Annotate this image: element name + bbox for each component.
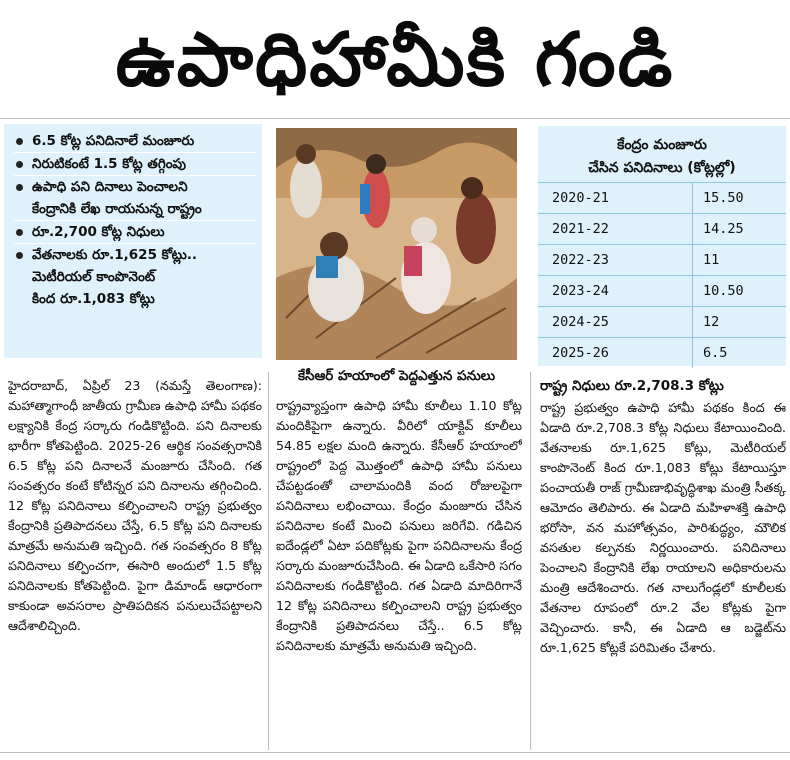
bullet-icon <box>16 161 23 168</box>
highlight-item <box>14 176 256 221</box>
article-column-3-text: రాష్ట్ర ప్రభుత్వం ఉపాధి హామీ పథకం కింద ఈ ఏడాది రూ.2,708.3 కోట్ల నిధులు కేటాయించింది. వేతనాలకు రూ.1,625 కోట్లు, మెటీరియల్ కాంపొనెంట్ కింద రూ.1,083 కోట్లు కేటాయిస్తూ పంచాయతీ రాజ్ గ్రామీణాభివృద్ధిశాఖ మంత్రి సీతక్క ఆమోదం తెలిపారు. ఈ ఏడాది మహిళాశక్తి ఉపాధి భరోసా, వన మహోత్సవం, పారిశుద్ధ్యం, మౌలిక వసతుల కల్పనకు నిర్ణయించారు. పనిదినాలు పెంచాలని కేంద్రానికి లేఖ రాయాలని అధికారులను మంత్రి ఆదేశించారు. గత నాలుగేండ్లలో కూలీలకు వేతనాల రూపంలో రూ.2 వేల కోట్లకు పైగా వెచ్చించారు. కానీ, ఈ ఏడాది ఆ బడ్జెట్‌ను రూ.1,625 కోట్లకే పరిమితం చేశారు. <box>540 400 786 655</box>
year-cell: 2025-26 <box>552 345 609 361</box>
table-row <box>538 307 786 338</box>
workdays-table <box>538 126 786 366</box>
value-cell: 10.50 <box>692 276 786 306</box>
article-column-2: రాష్ట్రవ్యాప్తంగా ఉపాధి హామీ కూలీలు 1.10 కోట్ల మందికిపైగా ఉన్నారు. వీరిలో యాక్టివ్ కూలీలు 54.85 లక్షల మంది ఉన్నారు. కేసీఆర్ హయాంలో రాష్ట్రంలో పెద్ద మొత్తంలో ఉపాధి హామీ పనులు చేపట్టడంతో చాలామందికి వంద రోజులపైగా పనిదినాలు లభించాయి. కేంద్రం మంజూరు చేసిన పనిదినాల కంటే మించి పనులు జరిగేవి. గడిచిన ఐదేండ్లలో ఏటా పదికోట్లకు పైగా పనిదినాలను కేంద్ర సర్కారు మంజూరుచేసింది. ఈ ఏడాది ఒకేసారి సగం పనిదినాలకు గండికొట్టింది. గత ఏడాది మాదిరిగానే 12 కోట్ల పనిదినాలు కల్పించాలని రాష్ట్ర ప్రభుత్వం కేంద్రానికి ప్రతిపాదనలు చేస్తే.. 6.5 కోట్ల పనిదినాలకు మాత్రమే అనుమతి ఇచ్చింది. <box>276 398 522 653</box>
table-row <box>538 338 786 368</box>
highlight-item <box>14 153 256 176</box>
table-title-line2: చేసిన పనిదినాలు (కోట్లల్లో) <box>538 156 786 183</box>
highlight-item <box>14 244 256 310</box>
value-cell: 6.5 <box>692 338 786 368</box>
article-column-3 <box>540 376 786 746</box>
bullet-icon <box>16 252 23 259</box>
value-cell: 14.25 <box>692 214 786 244</box>
highlight-text: మెటీరియల్ కాంపొనెంట్ <box>32 269 156 285</box>
value-cell: 11 <box>692 245 786 275</box>
highlights-box <box>4 124 262 358</box>
highlight-text: ఉపాధి పని దినాలు పెంచాలని <box>32 179 188 195</box>
column-divider <box>530 372 531 750</box>
year-cell: 2024-25 <box>552 314 609 330</box>
table-row <box>538 245 786 276</box>
highlight-text: రూ.2,700 కోట్ల నిధులు <box>32 224 165 240</box>
photo-caption: కేసీఆర్ హయాంలో పెద్దఎత్తున పనులు <box>298 368 495 384</box>
value-cell: 12 <box>692 307 786 337</box>
column-subheading: రాష్ట్ర నిధులు రూ.2,708.3 కోట్లు <box>540 378 724 394</box>
highlight-item <box>14 130 256 153</box>
table-title-line1: కేంద్రం మంజూరు <box>617 137 707 153</box>
bullet-icon <box>16 184 23 191</box>
headline: ఉపాధిహామీకి గండి <box>115 17 675 103</box>
table-row <box>538 276 786 307</box>
highlight-item <box>14 221 256 244</box>
highlight-text: వేతనాలకు రూ.1,625 కోట్లు.. <box>32 247 198 263</box>
highlight-text: కేంద్రానికి లేఖ రాయనున్న రాష్ట్రం <box>32 201 202 217</box>
year-cell: 2022-23 <box>552 252 609 268</box>
highlight-text: 6.5 కోట్ల పనిదినాలే మంజూరు <box>32 133 195 149</box>
table-row <box>538 183 786 214</box>
highlight-text: నిరుటికంటే 1.5 కోట్ల తగ్గింపు <box>32 156 187 172</box>
value-cell: 15.50 <box>692 183 786 213</box>
bullet-icon <box>16 138 23 145</box>
news-photo <box>276 128 517 360</box>
column-divider <box>268 372 269 750</box>
year-cell: 2021-22 <box>552 221 609 237</box>
bullet-icon <box>16 229 23 236</box>
divider <box>0 752 790 753</box>
table-row <box>538 214 786 245</box>
highlight-text: కింద రూ.1,083 కోట్లు <box>32 291 155 307</box>
article-column-1: హైదరాబాద్, ఏప్రిల్ 23 (నమస్తే తెలంగాణ): మహాత్మాగాంధీ జాతీయ గ్రామీణ ఉపాధి హామీ పథకం లక్ష్యానికి కేంద్ర సర్కారు గండికొట్టింది. పని దినాలకు భారీగా కోతపెట్టింది. 2025-26 ఆర్థిక సంవత్సరానికి 6.5 కోట్ల పని దినాలనే మంజూరు చేసింది. గత సంవత్సరం కంటే కోటిన్నర పని దినాలను తగ్గించింది. 12 కోట్ల పనిదినాలు కల్పించాలని రాష్ట్ర ప్రభుత్వం కేంద్రానికి ప్రతిపాదనలు చేస్తే, 6.5 కోట్ల పని దినాలకు మాత్రమే అనుమతి ఇచ్చింది. గత సంవత్సరం 8 కోట్ల పనిదినాలు కల్పించగా, ఈసారి అందులో 1.5 కోట్ల పనిదినాలకు కోతపెట్టింది. పైగా డిమాండ్ ఆధారంగా కాకుండా అవసరాల ప్రాతిపదికన పనులుచేపట్టాలని ఆదేశాలిచ్చింది. <box>8 378 262 633</box>
workers-photo-illustration <box>276 128 517 360</box>
year-cell: 2020-21 <box>552 190 609 206</box>
divider <box>0 118 790 119</box>
year-cell: 2023-24 <box>552 283 609 299</box>
